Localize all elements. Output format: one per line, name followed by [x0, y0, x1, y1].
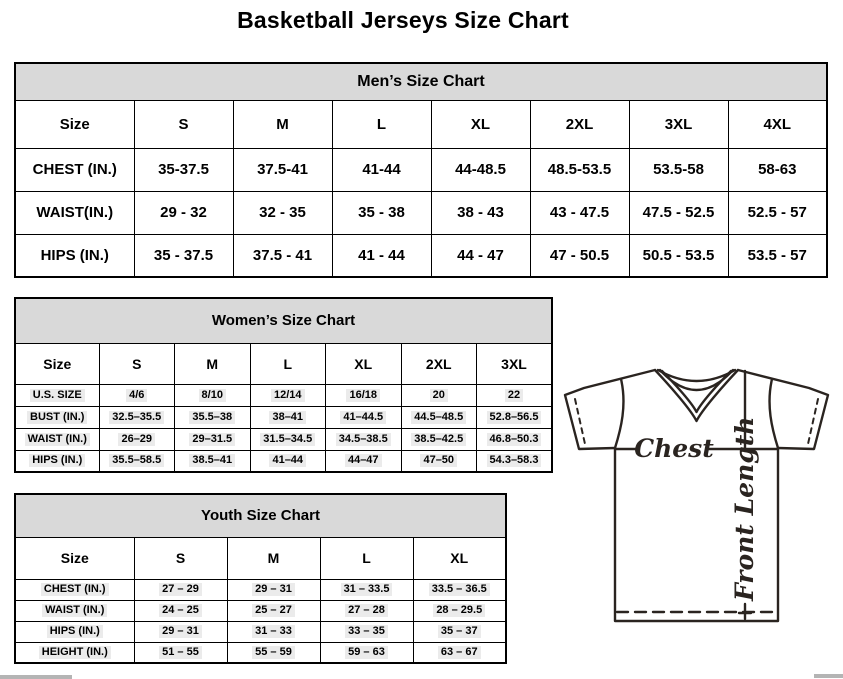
size-corner-header-text: Size — [60, 550, 89, 566]
size-corner-header — [15, 100, 134, 148]
table-title-text: Youth Size Chart — [201, 507, 320, 525]
size-column-header-text: XL — [354, 355, 373, 372]
measurement-value — [401, 428, 477, 450]
measurement-label-text: CHEST (IN.) — [41, 583, 109, 596]
jersey-right-sleeve-seam — [770, 379, 778, 448]
measurement-value — [401, 384, 477, 406]
size-column-header — [175, 343, 251, 384]
size-column-header-text: L — [376, 115, 387, 133]
measurement-value-text: 29 – 31 — [159, 625, 202, 638]
size-column-header-text: M — [276, 115, 289, 133]
measurement-label-text: HIPS (IN.) — [47, 625, 103, 638]
measurement-value-text: 52.5 - 57 — [747, 204, 807, 221]
measurement-value-text: 51 – 55 — [159, 646, 202, 659]
page-title: Basketball Jerseys Size Chart — [237, 7, 569, 33]
size-header-row — [15, 100, 827, 148]
measurement-value — [134, 234, 233, 277]
size-column-header — [629, 100, 728, 148]
measurement-label-text: WAIST(IN.) — [36, 204, 114, 221]
measurement-value — [332, 234, 431, 277]
measurement-value — [134, 148, 233, 191]
measurement-value-text: 35 - 37.5 — [153, 246, 214, 264]
measurement-value-text: 27 – 28 — [345, 604, 388, 617]
measurement-value — [250, 384, 326, 406]
measurement-value-text: 35 - 38 — [358, 204, 405, 221]
chest-label: Chest — [634, 434, 714, 463]
measurement-value — [332, 148, 431, 191]
measurement-value — [134, 579, 227, 600]
measurement-value — [320, 579, 413, 600]
measurement-row — [15, 428, 552, 450]
measurement-value — [175, 384, 251, 406]
size-column-header-text: S — [132, 355, 142, 372]
measurement-value-text: 20 — [430, 389, 448, 402]
measurement-value — [326, 406, 402, 428]
table-title-text: Women’s Size Chart — [211, 312, 356, 330]
measurement-value — [250, 450, 326, 472]
measurement-row — [15, 384, 552, 406]
table-title-text: Men’s Size Chart — [357, 72, 485, 90]
measurement-value-text: 63 – 67 — [438, 646, 481, 659]
measurement-value — [320, 600, 413, 621]
measurement-value-text: 41–44 — [269, 454, 306, 467]
measurement-value — [477, 428, 553, 450]
measurement-value — [175, 428, 251, 450]
measurement-label-text: U.S. SIZE — [30, 389, 85, 402]
measurement-value — [99, 428, 175, 450]
measurement-label — [15, 600, 134, 621]
measurement-label — [15, 450, 99, 472]
size-corner-header-text: Size — [43, 355, 72, 372]
measurement-value — [413, 642, 506, 663]
size-header-row — [15, 343, 552, 384]
measurement-value — [134, 191, 233, 234]
measurement-row — [15, 600, 506, 621]
measurement-value-text: 8/10 — [199, 389, 226, 402]
measurement-value-text: 47 - 50.5 — [549, 246, 610, 264]
measurement-value — [431, 191, 530, 234]
size-column-header — [326, 343, 402, 384]
size-column-header — [134, 100, 233, 148]
measurement-value — [175, 450, 251, 472]
size-column-header — [401, 343, 477, 384]
measurement-row — [15, 234, 827, 277]
size-column-header — [250, 343, 326, 384]
size-column-header-text: S — [175, 550, 186, 566]
size-column-header — [728, 100, 827, 148]
measurement-value-text: 44 - 47 — [457, 246, 504, 264]
measurement-label-text: BUST (IN.) — [27, 411, 87, 424]
size-column-header — [320, 537, 413, 579]
measurement-value — [320, 642, 413, 663]
size-column-header-text: XL — [450, 550, 469, 566]
measurement-row — [15, 579, 506, 600]
measurement-value-text: 34.5–38.5 — [336, 433, 391, 446]
table-title-row — [15, 63, 827, 100]
horizontal-scrollbar-fragment-left[interactable] — [0, 675, 72, 679]
size-column-header-text: 3XL — [664, 115, 693, 133]
measurement-value-text: 44.5–48.5 — [411, 411, 466, 424]
size-column-header — [413, 537, 506, 579]
size-column-header — [233, 100, 332, 148]
measurement-value-text: 44–47 — [345, 454, 382, 467]
measurement-row — [15, 450, 552, 472]
measurement-row — [15, 406, 552, 428]
size-column-header — [530, 100, 629, 148]
measurement-label — [15, 191, 134, 234]
measurement-value — [477, 384, 553, 406]
measurement-label — [15, 234, 134, 277]
measurement-value — [320, 621, 413, 642]
size-column-header-text: XL — [470, 115, 491, 133]
measurement-value — [99, 450, 175, 472]
measurement-value — [413, 621, 506, 642]
youth-size-chart-table — [14, 493, 507, 664]
size-corner-header-text: Size — [59, 115, 90, 133]
measurement-value-text: 4/6 — [126, 389, 147, 402]
measurement-value-text: 26–29 — [118, 433, 155, 446]
measurement-value-text: 32 - 35 — [259, 204, 306, 221]
measurement-label — [15, 406, 99, 428]
measurement-value-text: 52.8–56.5 — [487, 411, 542, 424]
measurement-value-text: 43 - 47.5 — [549, 204, 610, 221]
size-column-header-text: M — [206, 355, 219, 372]
measurement-row — [15, 642, 506, 663]
measurement-label-text: WAIST (IN.) — [25, 433, 90, 446]
measurement-value — [401, 450, 477, 472]
measurement-value-text: 37.5 - 41 — [252, 246, 313, 264]
measurement-value — [431, 148, 530, 191]
measurement-label — [15, 384, 99, 406]
measurement-value — [250, 428, 326, 450]
measurement-label-text: HEIGHT (IN.) — [39, 646, 111, 659]
measurement-value-text: 29 - 32 — [160, 204, 207, 221]
measurement-value — [332, 191, 431, 234]
measurement-value — [326, 428, 402, 450]
measurement-value-text: 46.8–50.3 — [487, 433, 542, 446]
measurement-value-text: 29 – 31 — [252, 583, 295, 596]
measurement-value — [227, 579, 320, 600]
measurement-value — [431, 234, 530, 277]
measurement-value — [227, 600, 320, 621]
size-column-header-text: S — [178, 115, 189, 133]
size-corner-header — [15, 343, 99, 384]
measurement-value-text: 44-48.5 — [455, 161, 506, 178]
measurement-value-text: 31 – 33 — [252, 625, 295, 638]
measurement-value — [629, 234, 728, 277]
table-title — [15, 298, 552, 343]
size-column-header — [227, 537, 320, 579]
jersey-measurement-diagram — [555, 355, 843, 645]
measurement-value-text: 47.5 - 52.5 — [642, 204, 715, 221]
measurement-label-text: CHEST (IN.) — [32, 161, 117, 178]
measurement-value — [227, 642, 320, 663]
measurement-value-text: 27 – 29 — [159, 583, 202, 596]
measurement-value — [175, 406, 251, 428]
measurement-value-text: 31 – 33.5 — [341, 583, 393, 596]
measurement-value-text: 35.5–38 — [189, 411, 235, 424]
measurement-value-text: 55 – 59 — [252, 646, 295, 659]
measurement-value-text: 53.5-58 — [653, 161, 704, 178]
measurement-label — [15, 579, 134, 600]
measurement-value-text: 41-44 — [362, 161, 401, 178]
measurement-value-text: 35-37.5 — [158, 161, 209, 178]
womens-size-chart-table — [14, 297, 553, 473]
measurement-value — [233, 148, 332, 191]
measurement-value — [530, 191, 629, 234]
size-column-header — [477, 343, 553, 384]
measurement-value — [530, 234, 629, 277]
measurement-label — [15, 428, 99, 450]
measurement-value-text: 29–31.5 — [189, 433, 235, 446]
measurement-row — [15, 191, 827, 234]
table-title-row — [15, 298, 552, 343]
measurement-label-text: HIPS (IN.) — [29, 454, 85, 467]
measurement-value-text: 32.5–35.5 — [109, 411, 164, 424]
measurement-label — [15, 148, 134, 191]
measurement-value-text: 38–41 — [269, 411, 306, 424]
size-column-header-text: 2XL — [425, 355, 452, 372]
measurement-value — [530, 148, 629, 191]
size-column-header-text: 3XL — [501, 355, 527, 372]
horizontal-scrollbar-fragment-right[interactable] — [814, 674, 843, 678]
measurement-value — [134, 621, 227, 642]
jersey-left-sleeve-seam — [615, 379, 623, 448]
measurement-value-text: 59 – 63 — [345, 646, 388, 659]
size-column-header — [431, 100, 530, 148]
measurement-value-text: 25 – 27 — [252, 604, 295, 617]
size-column-header — [332, 100, 431, 148]
measurement-value-text: 33 – 35 — [345, 625, 388, 638]
measurement-value — [233, 234, 332, 277]
measurement-value-text: 38.5–41 — [189, 454, 235, 467]
measurement-value — [250, 406, 326, 428]
measurement-value — [728, 148, 827, 191]
front-length-label: Front Length — [730, 416, 759, 601]
measurement-value — [326, 384, 402, 406]
measurement-value — [413, 600, 506, 621]
measurement-value — [134, 642, 227, 663]
measurement-value — [134, 600, 227, 621]
measurement-value — [326, 450, 402, 472]
size-column-header-text: L — [362, 550, 371, 566]
size-column-header-text: L — [283, 355, 293, 372]
table-title — [15, 63, 827, 100]
measurement-value-text: 37.5-41 — [257, 161, 308, 178]
measurement-value-text: 35.5–58.5 — [109, 454, 164, 467]
size-column-header-text: 2XL — [565, 115, 594, 133]
size-header-row — [15, 537, 506, 579]
measurement-value-text: 22 — [505, 389, 523, 402]
measurement-value — [401, 406, 477, 428]
measurement-value-text: 58-63 — [758, 161, 797, 178]
measurement-value — [629, 191, 728, 234]
mens-size-chart-table — [14, 62, 828, 278]
measurement-value-text: 35 – 37 — [438, 625, 481, 638]
measurement-value-text: 16/18 — [346, 389, 380, 402]
measurement-label-text: WAIST (IN.) — [42, 604, 107, 617]
measurement-value-text: 41 - 44 — [358, 246, 405, 264]
measurement-value-text: 50.5 - 53.5 — [642, 246, 715, 264]
measurement-row — [15, 621, 506, 642]
measurement-value-text: 54.3–58.3 — [487, 454, 542, 467]
measurement-value — [99, 406, 175, 428]
measurement-value — [728, 191, 827, 234]
measurement-row — [15, 148, 827, 191]
measurement-value — [413, 579, 506, 600]
measurement-value — [227, 621, 320, 642]
measurement-value-text: 48.5-53.5 — [547, 161, 612, 178]
measurement-value-text: 38 - 43 — [457, 204, 504, 221]
measurement-value-text: 33.5 – 36.5 — [429, 583, 490, 596]
measurement-value-text: 31.5–34.5 — [260, 433, 315, 446]
size-column-header — [134, 537, 227, 579]
measurement-value-text: 38.5–42.5 — [411, 433, 466, 446]
measurement-value — [629, 148, 728, 191]
measurement-value-text: 12/14 — [271, 389, 305, 402]
measurement-value — [477, 450, 553, 472]
measurement-label-text: HIPS (IN.) — [40, 246, 109, 264]
size-column-header-text: M — [267, 550, 280, 566]
measurement-value-text: 28 – 29.5 — [433, 604, 485, 617]
measurement-label — [15, 642, 134, 663]
table-title — [15, 494, 506, 537]
size-column-header-text: 4XL — [763, 115, 791, 133]
measurement-label — [15, 621, 134, 642]
measurement-value — [99, 384, 175, 406]
measurement-value-text: 41–44.5 — [340, 411, 386, 424]
table-title-row — [15, 494, 506, 537]
size-column-header — [99, 343, 175, 384]
measurement-value-text: 24 – 25 — [159, 604, 202, 617]
size-corner-header — [15, 537, 134, 579]
measurement-value — [233, 191, 332, 234]
measurement-value — [477, 406, 553, 428]
measurement-value — [728, 234, 827, 277]
measurement-value-text: 53.5 - 57 — [747, 246, 807, 264]
measurement-value-text: 47–50 — [420, 454, 457, 467]
